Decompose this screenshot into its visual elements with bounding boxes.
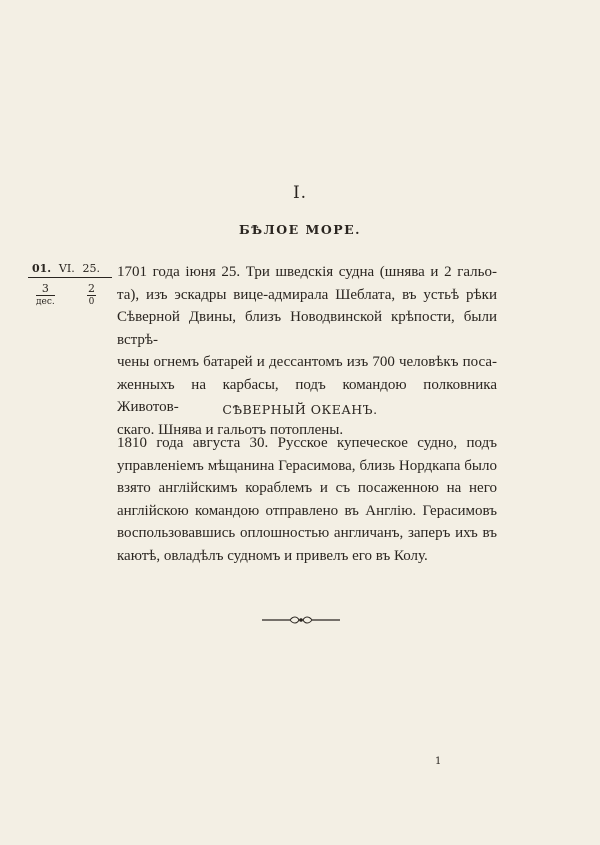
fraction-right-denominator: 0 (88, 297, 95, 307)
margin-note (28, 262, 112, 309)
paragraph-line: воспользовавшись оплошностью англичанъ, заперъ ихъ въ (117, 525, 497, 541)
paragraph-line: взято англiйскимъ кораблемъ и съ посаженною на него (117, 480, 497, 496)
margin-note-date (28, 262, 112, 278)
margin-note-fractions (28, 278, 112, 309)
paragraph-line: каютѣ, овладѣлъ судномъ и привелъ его въ Колу. (117, 547, 428, 564)
margin-note-fraction-left (36, 282, 55, 309)
margin-note-day: 25. (82, 262, 100, 275)
fraction-left-numerator: 3 (36, 282, 55, 296)
paragraph-line: англiйскою командою отправлено въ Англiю. Герасимовъ (117, 502, 497, 519)
section-title-white-sea: БѢЛОЕ МОРЕ. (238, 222, 361, 237)
paragraph-line: Сѣверной Двины, близъ Новодвинской крѣпости, были встрѣ- (117, 309, 497, 348)
paragraph-line: 1810 года августа 30. Русское купеческое судно, подъ (117, 435, 497, 451)
paragraph-line: скаго. Шнява и гальотъ потоплены. (117, 421, 344, 438)
ornament-divider-icon (262, 614, 340, 626)
paragraph-line: та), изъ эскадры вице-адмирала Шеблата, въ устьѣ рѣки (117, 286, 497, 303)
paragraph-line: 1701 года iюня 25. Три шведскiя судна (шнява и 2 гальо- (117, 264, 497, 280)
paragraph-line: чены огнемъ батарей и дессантомъ изъ 700 человѣкъ поса- (117, 354, 497, 370)
paragraph-line: женныхъ на карбасы, подъ командою полковника Животов- (117, 376, 497, 415)
section-title-northern-ocean: СѢВЕРНЫЙ ОКЕАНЪ. (222, 402, 378, 417)
paragraph-line: управленiемъ мѣщанина Герасимова, близь Нордкапа было (117, 457, 497, 474)
chapter-numeral: I. (292, 183, 308, 203)
margin-note-fraction-right (87, 282, 96, 309)
margin-note-year: 01. (32, 262, 52, 275)
paragraph-northern-ocean (117, 432, 497, 567)
fraction-right-numerator: 2 (88, 282, 95, 295)
fraction-left-denominator: дес. (36, 297, 55, 307)
page-number: 1 (435, 756, 442, 767)
margin-note-month: VI. (58, 262, 75, 275)
